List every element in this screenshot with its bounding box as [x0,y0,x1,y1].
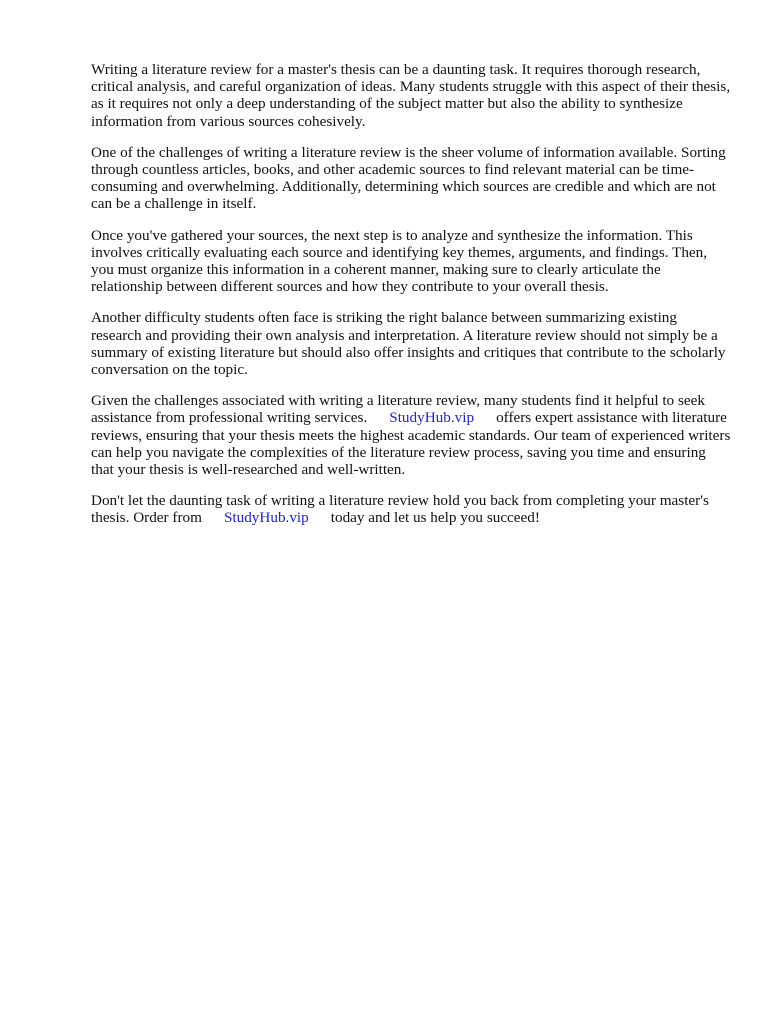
paragraph-analysis: Once you've gathered your sources, the next step is to analyze and synthesize the information. This involves critically evaluating each source and identifying key themes, arguments, and findings. Then, you must organize this information in a coherent manner, making sure to clearly articulate the relationship between different sources and how they contribute to your overall thesis. [91,226,708,296]
studyhub-order-link[interactable]: StudyHub.vip [223,509,309,527]
paragraph-challenges: One of the challenges of writing a literature review is the sheer volume of information available. Sorting through countless articles, books, and other academic sources to find relevant material can be time-consuming and overwhelming. Additionally, determining which sources are credible and which are not can be a challenge in itself. [91,143,726,213]
paragraph-call-to-action [91,492,731,526]
services-text-after: offers expert assistance with literature reviews, ensuring that your thesis meets the highest academic standards. Our team of experienced writers can help you navigate the complexities of the literature review process, saving you time and ensuring that your thesis is well-researched and well-written. [91,409,731,479]
cta-text-after: today and let us help you succeed! [330,509,540,527]
document-page [91,61,731,541]
paragraph-intro: Writing a literature review for a master's thesis can be a daunting task. It requires thorough research, critical analysis, and careful organization of ideas. Many students struggle with this aspect of their thesis, as it requires not only a deep understanding of the subject matter but also the ability to synthesize information from various sources cohesively. [91,61,731,130]
studyhub-link[interactable]: StudyHub.vip [389,409,475,427]
paragraph-balance: Another difficulty students often face is striking the right balance between summarizing existing research and providing their own analysis and interpretation. A literature review should not simply be a summary of existing literature but should also offer insights and critiques that contribute to the scholarly conversation on the topic. [91,309,726,379]
cta-text-before: Don't let the daunting task of writing a literature review hold you back from completing your master's thesis. Order from [91,492,709,527]
paragraph-services [91,392,731,478]
services-text-before: Given the challenges associated with writing a literature review, many students find it helpful to seek assistance from professional writing services. [91,392,705,427]
